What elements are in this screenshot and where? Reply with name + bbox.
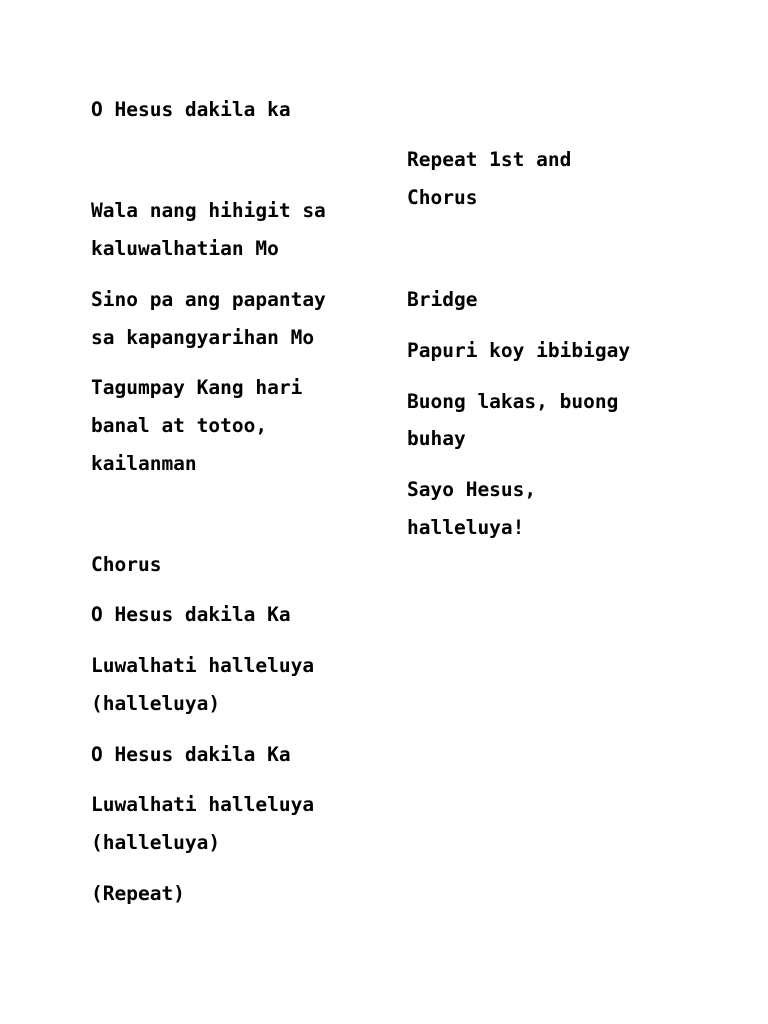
lyric-line: Tagumpay Kang hari <box>91 376 303 399</box>
lyric-line: O Hesus dakila Ka <box>91 743 291 766</box>
bridge-heading: Bridge <box>407 288 478 311</box>
lyric-line: kailanman <box>91 452 197 475</box>
lyric-line: sa kapangyarihan Mo <box>91 326 315 349</box>
lyric-line: Papuri koy ibibigay <box>407 339 631 362</box>
lyric-line: Luwalhati halleluya <box>91 654 315 677</box>
repeat-note: (Repeat) <box>91 882 185 905</box>
lyric-line: banal at totoo, <box>91 414 268 437</box>
lyric-line: Wala nang hihigit sa <box>91 199 326 222</box>
repeat-instruction: Repeat 1st and <box>407 148 572 171</box>
chorus-heading: Chorus <box>91 553 162 576</box>
lyric-line: (halleluya) <box>91 692 221 715</box>
lyric-line: O Hesus dakila Ka <box>91 603 291 626</box>
lyric-line: kaluwalhatian Mo <box>91 237 279 260</box>
lyric-line: Sayo Hesus, <box>407 478 537 501</box>
lyric-line: halleluya! <box>407 516 525 539</box>
lyric-line: buhay <box>407 427 466 450</box>
lyric-line: Buong lakas, buong <box>407 390 619 413</box>
lyric-line: (halleluya) <box>91 831 221 854</box>
repeat-instruction: Chorus <box>407 186 478 209</box>
lyric-line: Luwalhati halleluya <box>91 793 315 816</box>
lyric-line: O Hesus dakila ka <box>91 98 291 121</box>
lyric-line: Sino pa ang papantay <box>91 288 326 311</box>
